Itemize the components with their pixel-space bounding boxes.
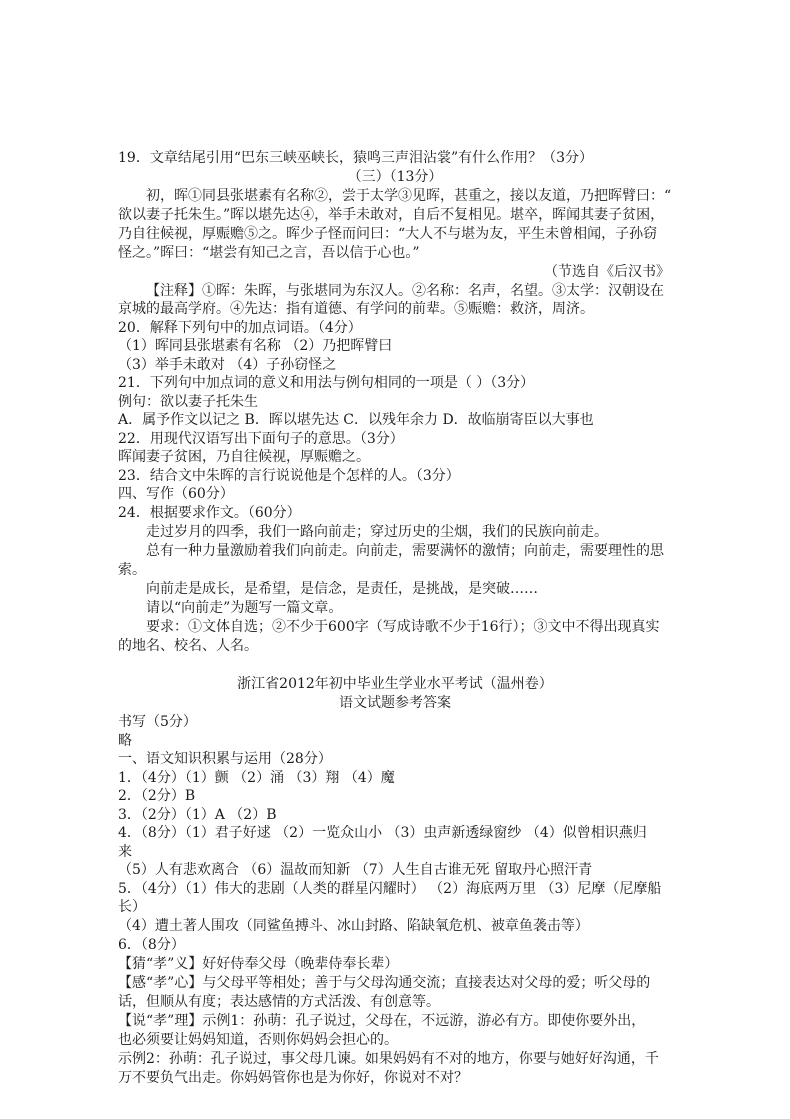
answer-line: 【感“孝”心】与父母平等相处；善于与父母沟通交流；直接表达对父母的爱；听父母的 [118,975,651,991]
answer-line: 书写（5分） [118,714,197,730]
answer-line: 2．（2分）B [118,788,196,804]
prompt-line: 索。 [118,562,146,578]
annotation-line: 京城的最高学府。④先达：指有道德、有学问的前辈。⑤赈赡：救济，周济。 [118,301,594,317]
answer-line: 也必须要让妈妈知道，否则你妈妈会担心的。 [118,1032,398,1048]
question-21-example: 例句：欲以妻子托朱生 [118,394,258,410]
answer-line: 1．（4分）（1）颤 （2）涌 （3）翔 （4）魔 [118,770,395,786]
answer-line: 略 [118,733,132,749]
requirement-line: 的地名、校名、人名。 [118,638,258,654]
question-20-items: （3）举手未敢对 （4）子孙窃怪之 [118,357,337,373]
answer-section-heading: 一、语文知识积累与运用（28分） [118,751,332,767]
section-heading-3: （三）（13分） [347,169,443,185]
question-20: 20．解释下列句中的加点词语。（4分） [118,320,362,336]
answer-line: 话，但顺从有度；表达感情的方式活泼、有创意等。 [118,994,440,1010]
prompt-line: 总有一种力量激励着我们向前走。向前走，需要满怀的激情；向前走，需要理性的思 [146,543,664,559]
answer-key-title: 浙江省2012年初中毕业生学业水平考试（温州卷） [237,676,553,692]
annotation-line: 【注释】①晖：朱晖，与张堪同为东汉人。②名称：名声，名望。③太学：汉朝设在 [146,283,664,299]
answer-key-subtitle: 语文试题参考答案 [339,695,451,711]
question-22-sentence: 晖闻妻子贫困，乃自往候视，厚赈赡之。 [118,449,370,465]
question-20-items: （1）晖同县张堪素有名称 （2）乃把晖臂曰 [118,338,393,354]
answer-line: 3．（2分）（1）A （2）B [118,807,277,823]
passage-line: 乃自往候视，厚赈赡⑤之。晖少子怪而问曰：“大人不与堪为友，平生未曾相闻，子孙窃 [118,226,658,242]
question-21-options: A．属予作文以记之 B．晖以堪先达 C．以残年余力 D．故临崩寄臣以大事也 [118,412,594,428]
answer-line: 长） [118,899,146,915]
answer-line: 示例2：孙萌：孔子说过，事父母几谏。如果妈妈有不对的地方，你要与她好好沟通，千 [118,1051,659,1067]
prompt-line: 向前走是成长，是希望，是信念，是责任，是挑战，是突破…… [146,581,538,597]
question-19: 19．文章结尾引用“巴东三峡巫峡长，猿鸣三声泪沾裳”有什么作用？（3分） [118,150,594,166]
answer-line: （4）遭土著人围攻（同鲨鱼搏斗、冰山封路、陷缺氧危机、被章鱼袭击等） [118,918,589,934]
answer-line: 【说“孝”理】示例1：孙萌：孔子说过，父母在，不远游，游必有方。即使你要外出， [118,1013,646,1029]
answer-line: 【猜“孝”义】好好侍奉父母（晚辈侍奉长辈） [118,956,399,972]
prompt-line: 走过岁月的四季，我们一路向前走；穿过历史的尘烟，我们的民族向前走。 [146,524,608,540]
passage-line: 怪之。”晖曰：“堪尝有知己之言，吾以信于心也。” [118,245,420,261]
answer-line: （5）人有悲欢离合 （6）温故而知新 （7）人生自古谁无死 留取丹心照汗青 [118,862,593,878]
question-21: 21．下列句中加点词的意义和用法与例句相同的一项是（ ）（3分） [118,375,535,391]
answer-line: 来 [118,844,132,860]
passage-line: 欲以妻子托朱生。”晖以堪先达④，举手未敢对，自后不复相见。堪卒，晖闻其妻子贫困， [118,207,665,223]
answer-line: 4．（8分）（1）君子好逑 （2）一览众山小 （3）虫声新透绿窗纱 （4）似曾相识燕归 [118,825,647,841]
passage-line: 初，晖①同县张堪素有名称②，尝于太学③见晖，甚重之，接以友道，乃把晖臂曰：“ [146,188,672,204]
answer-line: 万不要负气出走。你妈妈管你也是为你好，你说对不对？ [118,1070,468,1086]
section-heading-4: 四、写作（60分） [118,486,234,502]
question-24: 24．根据要求作文。（60分） [118,505,301,521]
answer-line: 6．（8分） [118,937,185,953]
prompt-line: 请以“向前走”为题写一篇文章。 [146,600,343,616]
question-23: 23．结合文中朱晖的言行说说他是个怎样的人。（3分） [118,468,460,484]
passage-source: （节选自《后汉书》 [544,264,670,280]
question-22: 22．用现代汉语写出下面句子的意思。（3分） [118,431,404,447]
answer-line: 5．（4分）（1）伟大的悲剧（人类的群星闪耀时） （2）海底两万里 （3）尼摩（尼摩船 [118,881,662,897]
requirement-line: 要求：①文体自选；②不少于600字（写成诗歌不少于16行）；③文中不得出现真实 [146,619,660,635]
